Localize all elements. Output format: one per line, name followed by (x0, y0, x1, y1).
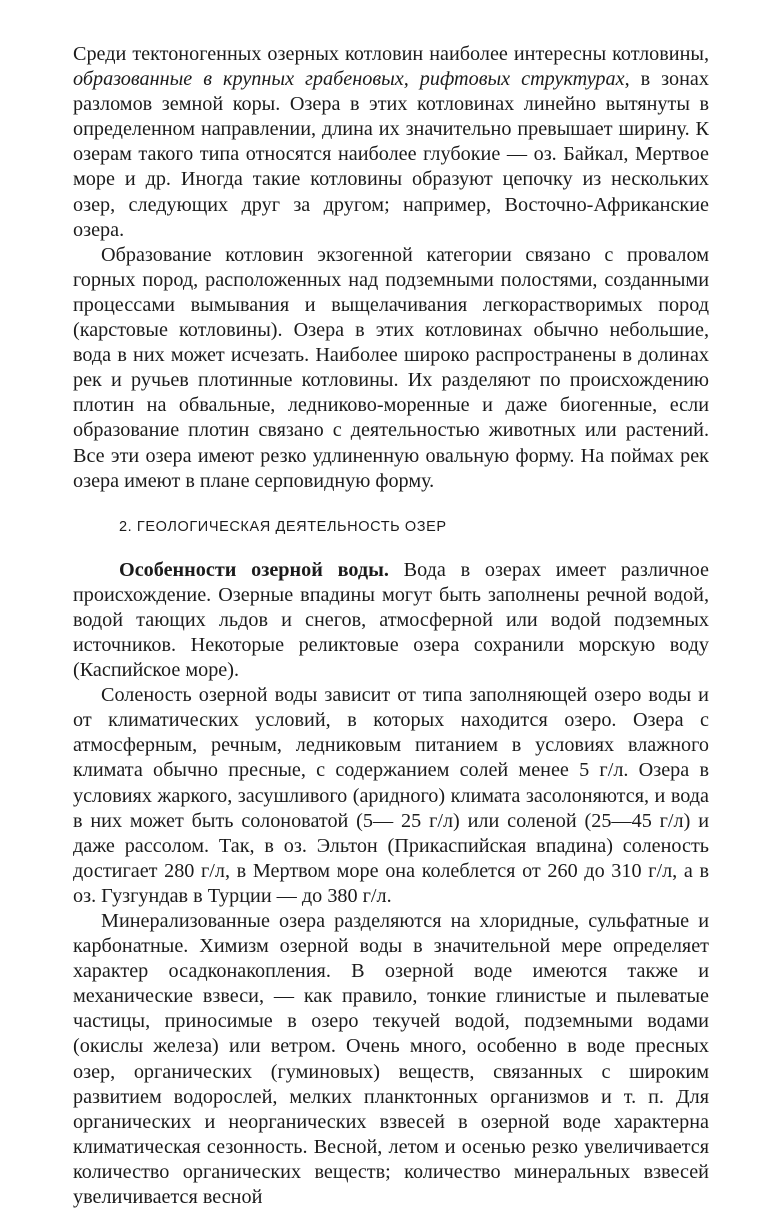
section-heading: 2. ГЕОЛОГИЧЕСКАЯ ДЕЯТЕЛЬНОСТЬ ОЗЕР (119, 518, 447, 535)
paragraph-tectonic-basins (73, 42, 709, 243)
paragraph-lead-title: Особенности озерной воды. (119, 558, 389, 581)
paragraph-salinity: Соленость озерной воды зависит от типа заполняющей озеро воды и от климатических условий, в которых находится озеро. Озера с атмосферным, речным, ледниковым питанием в условиях влажного климата обычно пресные, с содержанием солей менее 5 г/л. Озера в условиях жаркого, засушливого (аридного) климата засолоняются, и вода в них может быть солоноватой (5— 25 г/л) или соленой (25—45 г/л) и даже рассолом. Так, в оз. Эльтон (Прикаспийская впадина) соленость достигает 280 г/л, в Мертвом море она колеблется от 260 до 310 г/л, а в оз. Гузгундав в Турции — до 380 г/л. (73, 684, 709, 907)
paragraph-exogenic-basins: Образование котловин экзогенной категории связано с провалом горных пород, расположенных над подземными полостями, созданными процессами вымывания и выщелачивания легкорастворимых пород (карстовые котловины). Озера в этих котловинах обычно небольшие, вода в них может исчезать. Наиболее широко распространены в долинах рек и ручьев плотинные котловины. Их разделяют по происхождению плотин на обвальные, ледниково-моренные и даже биогенные, если образование плотин связано с деятельностью животных или растений. Все эти озера имеют резко удлиненную овальную форму. На поймах рек озера имеют в плане серповидную форму. (73, 243, 709, 492)
paragraph-mineralized-lakes: Минерализованные озера разделяются на хлоридные, сульфатные и карбонатные. Химизм озерной воды в значительной мере определяет характер осадконакопления. В озерной воде имеются также и механические взвеси, — как правило, тонкие глинистые и пылеватые частицы, приносимые в озеро текучей водой, подземными водами (окислы железа) или ветром. Очень много, особенно в воде пресных озер, органических (гуминовых) веществ, связанных с широким развитием водорослей, мелких планктонных организмов и т. п. Для органических и неорганических взвесей в озерной воде характерна климатическая сезонность. Весной, летом и осенью резко увеличивается количество органических веществ; количество минеральных взвесей увеличивается весной (73, 910, 709, 1209)
paragraph-lake-water-text: Вода в озерах имеет различное происхождение. Озерные впадины могут быть заполнены речной водой, водой тающих льдов и снегов, атмосферной или водой подземных источников. Некоторые реликтовые озера сохранили морскую воду (Каспийское море). (73, 558, 709, 682)
paragraph-tectonic-text-before: Среди тектоногенных озерных котловин наиболее интересны котловины, (73, 43, 709, 65)
paragraph-tectonic-italic: образованные в крупных грабеновых, рифтовых структурах (73, 68, 625, 91)
paragraph-tectonic-text-after: , в зонах разломов земной коры. Озера в этих котловинах линейно вытянуты в определенном направлении, длина их значительно превышает ширину. К озерам такого типа относятся наиболее глубокие — оз. Байкал, Мертвое море и др. Иногда такие котловины образуют цепочку из нескольких озер, следующих друг за другом; например, Восточно-Африканские озера. (73, 68, 709, 241)
paragraph-lake-water-features (73, 558, 709, 683)
